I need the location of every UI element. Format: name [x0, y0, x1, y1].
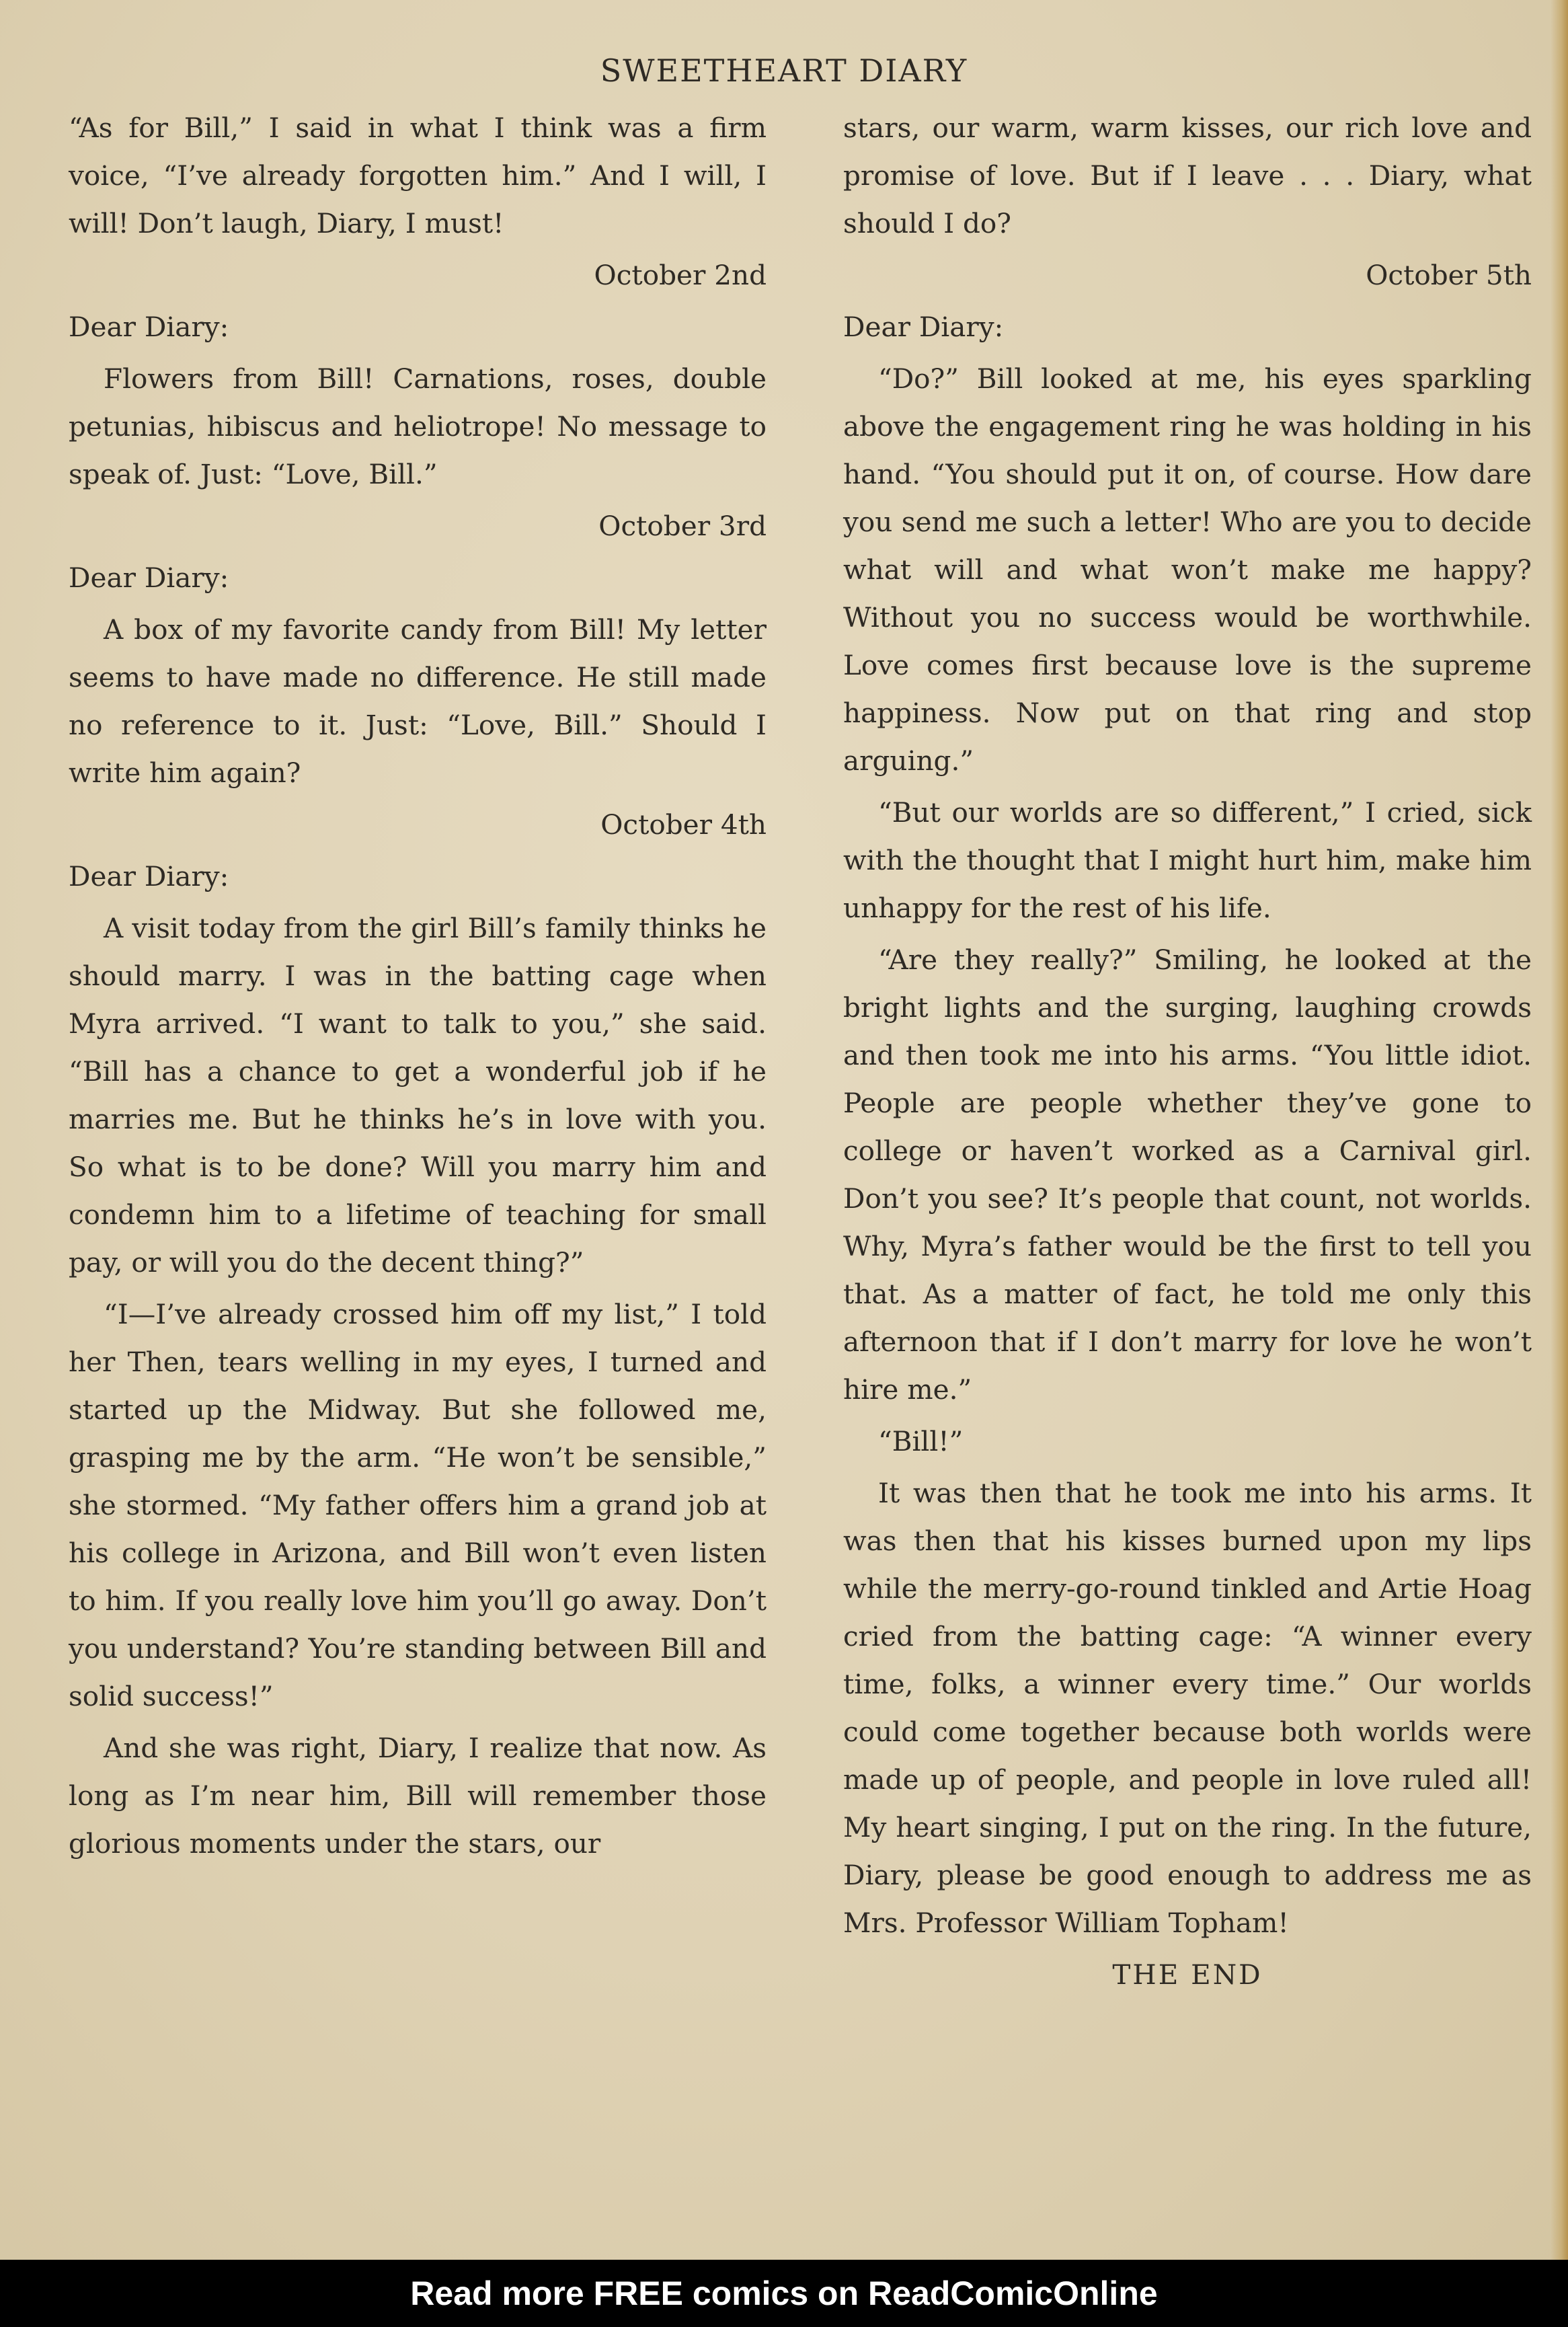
entry-date-oct5: October 5th	[1366, 259, 1532, 291]
salutation-oct3: Dear Diary:	[69, 562, 229, 594]
salutation-oct4: Dear Diary:	[69, 860, 229, 892]
the-end: THE END	[1112, 1958, 1263, 1991]
running-head: SWEETHEART DIARY	[600, 52, 968, 89]
paragraph-oct2-1: Flowers from Bill! Carnations, roses, double petunias, hibiscus and heliotrope! No message to speak of. Just: “Love, Bill.”	[69, 363, 767, 490]
paragraph-oct5-1: “Do?” Bill looked at me, his eyes sparkling above the engagement ring he was holding in his hand. “You should put it on, of course. How dare you send me such a letter! Who are you to decide what will and what won’t make me happy? Without you no success would be worthwhile. Love comes first because love is the supreme happiness. Now put on that ring and stop arguing.”	[843, 363, 1532, 777]
entry-date-oct3: October 3rd	[598, 510, 767, 542]
paragraph-oct3-1: A box of my favorite candy from Bill! My letter seems to have made no difference. He still made no reference to it. Just: “Love, Bill.” Should I write him again?	[69, 613, 767, 789]
paragraph-oct4-1: A visit today from the girl Bill’s family thinks he should marry. I was in the batting cage when Myra arrived. “I want to talk to you,” she said. “Bill has a chance to get a wonderful job if he marries me. But he thinks he’s in love with you. So what is to be done? Will you marry him and condemn him to a lifetime of teaching for small pay, or will you do the decent thing?”	[69, 912, 767, 1279]
paragraph-oct5-2: “But our worlds are so different,” I cried, sick with the thought that I might hurt him, make him unhappy for the rest of his life.	[843, 796, 1532, 924]
left-column	[69, 104, 767, 1872]
salutation-oct5: Dear Diary:	[843, 311, 1004, 343]
entry-date-oct2: October 2nd	[594, 259, 767, 291]
paragraph-oct4-2: “I—I’ve already crossed him off my list,” I told her Then, tears welling in my eyes, I turned and started up the Midway. But she followed me, grasping me by the arm. “He won’t be sensible,” she stormed. “My father offers him a grand job at his college in Arizona, and Bill won’t even listen to him. If you really love him you’ll go away. Don’t you understand? You’re standing between Bill and solid success!”	[69, 1298, 767, 1712]
entry-date-oct4: October 4th	[600, 808, 767, 841]
continued-paragraph: stars, our warm, warm kisses, our rich love and promise of love. But if I leave . . . Diary, what should I do?	[843, 112, 1532, 239]
paragraph-oct5-5: It was then that he took me into his arms. It was then that his kisses burned upon my lips while the merry-go-round tinkled and Artie Hoag cried from the batting cage: “A winner every time, folks, a winner every time.” Our worlds could come together because both worlds were made up of people, and people in love ruled all! My heart singing, I put on the ring. In the future, Diary, please be good enough to address me as Mrs. Professor William Topham!	[843, 1477, 1532, 1939]
footer-banner[interactable]	[0, 2260, 1568, 2327]
paragraph-oct5-3: “Are they really?” Smiling, he looked at the bright lights and the surging, laughing crowds and then took me into his arms. “You little idiot. People are people whether they’ve gone to college or haven’t worked as a Carnival girl. Don’t you see? It’s people that count, not worlds. Why, Myra’s father would be the first to tell you that. As a matter of fact, he told me only this afternoon that if I don’t marry for love he won’t hire me.”	[843, 944, 1532, 1406]
right-column	[843, 104, 1532, 2003]
paragraph-oct4-3: And she was right, Diary, I realize that now. As long as I’m near him, Bill will remember those glorious moments under the stars, our	[69, 1732, 767, 1860]
intro-paragraph: “As for Bill,” I said in what I think was a firm voice, “I’ve already forgotten him.” And I will, I will! Don’t laugh, Diary, I must!	[69, 112, 767, 239]
paragraph-oct5-4: “Bill!”	[878, 1425, 964, 1457]
footer-banner-text[interactable]: Read more FREE comics on ReadComicOnline	[410, 2275, 1158, 2312]
salutation-oct2: Dear Diary:	[69, 311, 229, 343]
